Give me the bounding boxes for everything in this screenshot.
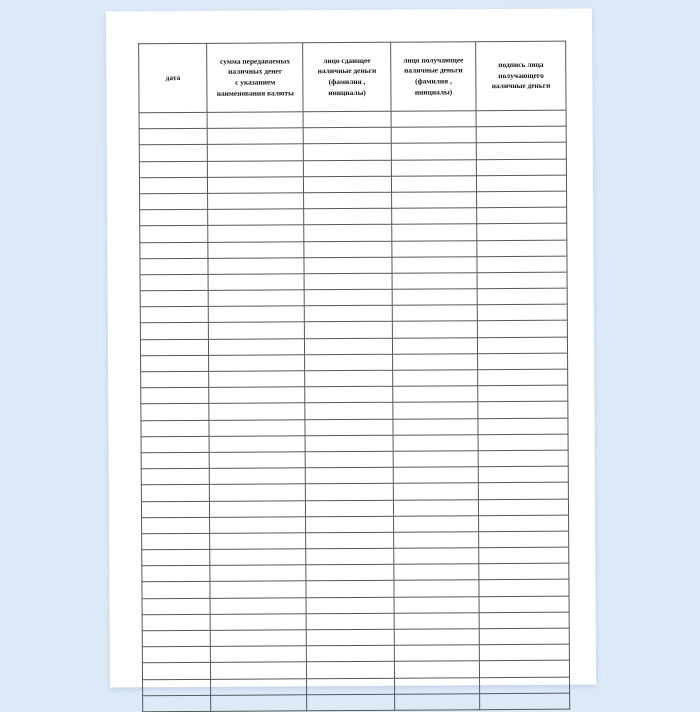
table-cell-sum[interactable] — [208, 177, 304, 194]
table-cell-date[interactable] — [139, 145, 207, 162]
column-header-signature — [476, 41, 566, 111]
column-header-giver-line-2: наличные деньги — [317, 66, 377, 76]
table-cell-sum[interactable] — [209, 371, 305, 388]
table-cell-giver[interactable] — [305, 305, 393, 322]
table-cell-date[interactable] — [142, 582, 210, 599]
table-cell-receiver[interactable] — [394, 548, 479, 565]
column-header-receiver-line-1: лицо получающее — [403, 54, 464, 65]
table-cell-signature[interactable] — [479, 466, 569, 483]
table-cell-sum[interactable] — [208, 257, 304, 274]
table-cell-giver[interactable] — [304, 127, 392, 144]
table-cell-date[interactable] — [141, 388, 209, 405]
table-cell-giver[interactable] — [303, 111, 391, 128]
table-cell-sum[interactable] — [210, 565, 306, 582]
table-cell-receiver[interactable] — [393, 499, 478, 516]
table-row — [143, 693, 570, 712]
table-cell-receiver[interactable] — [392, 240, 477, 257]
table-cell-date[interactable] — [142, 566, 210, 583]
column-header-receiver — [391, 42, 477, 112]
table-cell-giver[interactable] — [307, 662, 395, 679]
table-cell-giver[interactable] — [307, 678, 395, 695]
table-cell-sum[interactable] — [208, 144, 304, 161]
table-cell-date[interactable] — [143, 695, 211, 712]
table-cell-receiver[interactable] — [391, 127, 476, 144]
table-body — [139, 110, 570, 712]
table-cell-signature[interactable] — [477, 191, 567, 208]
column-header-giver-line-1: лицо сдающее — [323, 55, 371, 65]
column-header-date-line-1: дата — [165, 72, 181, 82]
table-cell-receiver[interactable] — [394, 580, 479, 597]
table-cell-signature[interactable] — [477, 207, 567, 224]
table-cell-date[interactable] — [141, 436, 209, 453]
table-cell-date[interactable] — [142, 533, 210, 550]
table-cell-date[interactable] — [140, 258, 208, 275]
table-cell-date[interactable] — [139, 112, 207, 129]
table-cell-sum[interactable] — [209, 355, 305, 372]
table-cell-giver[interactable] — [305, 354, 393, 371]
table-cell-signature[interactable] — [480, 661, 570, 678]
table-cell-sum[interactable] — [208, 209, 304, 226]
table-cell-signature[interactable] — [478, 321, 568, 338]
table-cell-giver[interactable] — [306, 532, 394, 549]
table-cell-signature[interactable] — [480, 693, 570, 710]
column-header-signature-line-1: подпись лица — [498, 59, 544, 69]
table-cell-giver[interactable] — [306, 613, 394, 630]
table-cell-receiver[interactable] — [392, 208, 477, 225]
table-cell-date[interactable] — [140, 209, 208, 226]
table-cell-receiver[interactable] — [394, 532, 479, 549]
table-cell-giver[interactable] — [304, 160, 392, 177]
table-cell-signature[interactable] — [479, 580, 569, 597]
table-cell-receiver[interactable] — [393, 402, 478, 419]
column-header-sum-line-4: наименования валюты — [216, 88, 294, 98]
table-cell-signature[interactable] — [479, 499, 569, 516]
table-cell-date[interactable] — [142, 647, 210, 664]
table-cell-signature[interactable] — [478, 353, 568, 370]
table-cell-date[interactable] — [142, 614, 210, 631]
column-header-giver — [303, 42, 391, 112]
table-cell-date[interactable] — [141, 420, 209, 437]
table-cell-giver[interactable] — [305, 403, 393, 420]
table-cell-signature[interactable] — [480, 677, 570, 694]
table-cell-giver[interactable] — [307, 629, 395, 646]
table-cell-date[interactable] — [141, 452, 209, 469]
table-cell-signature[interactable] — [477, 272, 567, 289]
table-cell-receiver[interactable] — [392, 354, 477, 371]
table-cell-receiver[interactable] — [391, 175, 476, 192]
table-cell-signature[interactable] — [477, 240, 567, 257]
table-cell-signature[interactable] — [479, 515, 569, 532]
table-cell-giver[interactable] — [307, 694, 395, 711]
table-cell-signature[interactable] — [477, 223, 567, 240]
table-cell-date[interactable] — [140, 323, 208, 340]
table-cell-sum[interactable] — [210, 484, 306, 501]
table-cell-receiver[interactable] — [392, 273, 477, 290]
table-cell-signature[interactable] — [478, 402, 568, 419]
table-cell-date[interactable] — [140, 290, 208, 307]
table-cell-sum[interactable] — [210, 549, 306, 566]
table-cell-sum[interactable] — [209, 387, 305, 404]
table-cell-date[interactable] — [139, 161, 207, 178]
table-cell-date[interactable] — [143, 679, 211, 696]
table-cell-receiver[interactable] — [393, 451, 478, 468]
table-cell-date[interactable] — [141, 404, 209, 421]
table-cell-receiver[interactable] — [394, 661, 479, 678]
table-cell-sum[interactable] — [211, 695, 307, 712]
table-cell-giver[interactable] — [305, 322, 393, 339]
table-cell-sum[interactable] — [209, 419, 305, 436]
table-cell-sum[interactable] — [208, 290, 304, 307]
table-cell-receiver[interactable] — [394, 613, 479, 630]
table-cell-giver[interactable] — [306, 516, 394, 533]
table-cell-giver[interactable] — [305, 435, 393, 452]
table-cell-giver[interactable] — [306, 564, 394, 581]
table-cell-receiver[interactable] — [394, 564, 479, 581]
table-cell-sum[interactable] — [209, 306, 305, 323]
table-cell-signature[interactable] — [478, 385, 568, 402]
table-cell-receiver[interactable] — [392, 224, 477, 241]
table-cell-receiver[interactable] — [391, 159, 476, 176]
table-cell-date[interactable] — [139, 129, 207, 146]
table-cell-sum[interactable] — [209, 322, 305, 339]
table-cell-signature[interactable] — [479, 482, 569, 499]
table-cell-giver[interactable] — [306, 484, 394, 501]
table-cell-date[interactable] — [140, 193, 208, 210]
column-header-sum — [207, 43, 303, 113]
table-cell-signature[interactable] — [477, 288, 567, 305]
table-cell-receiver[interactable] — [393, 418, 478, 435]
table-cell-sum[interactable] — [208, 274, 304, 291]
table-cell-date[interactable] — [142, 549, 210, 566]
table-cell-sum[interactable] — [208, 160, 304, 177]
table-cell-signature[interactable] — [477, 159, 567, 176]
table-cell-signature[interactable] — [478, 418, 568, 435]
table-header-row — [139, 41, 566, 113]
table-cell-giver[interactable] — [306, 581, 394, 598]
table-cell-date[interactable] — [141, 371, 209, 388]
table-cell-date[interactable] — [141, 501, 209, 518]
column-header-signature-line-3: наличные деньги — [491, 81, 551, 91]
table-cell-date[interactable] — [140, 274, 208, 291]
table-cell-receiver[interactable] — [391, 143, 476, 160]
table-cell-receiver[interactable] — [394, 596, 479, 613]
table-cell-giver[interactable] — [304, 225, 392, 242]
table-cell-giver[interactable] — [304, 257, 392, 274]
cash-ledger-table — [138, 41, 570, 712]
table-cell-signature[interactable] — [479, 531, 569, 548]
table-cell-giver[interactable] — [306, 500, 394, 517]
table-cell-signature[interactable] — [477, 175, 567, 192]
table-cell-giver[interactable] — [304, 273, 392, 290]
table-cell-date[interactable] — [141, 355, 209, 372]
table-cell-sum[interactable] — [210, 468, 306, 485]
table-cell-signature[interactable] — [478, 337, 568, 354]
table-header — [139, 41, 566, 113]
table-cell-sum[interactable] — [209, 436, 305, 453]
table-cell-signature[interactable] — [478, 450, 568, 467]
table-cell-receiver[interactable] — [392, 256, 477, 273]
table-cell-signature[interactable] — [479, 547, 569, 564]
table-cell-giver[interactable] — [305, 419, 393, 436]
table-cell-signature[interactable] — [479, 563, 569, 580]
column-header-receiver-line-2: наличные деньги — [404, 65, 463, 75]
table-cell-sum[interactable] — [211, 678, 307, 695]
table-cell-date[interactable] — [140, 226, 208, 243]
table-cell-receiver[interactable] — [393, 434, 478, 451]
column-header-signature-line-2: получающего — [498, 70, 544, 80]
table-cell-giver[interactable] — [305, 370, 393, 387]
column-header-date — [139, 43, 208, 112]
table-cell-date[interactable] — [139, 177, 207, 194]
table-cell-signature[interactable] — [478, 434, 568, 451]
table-cell-giver[interactable] — [306, 451, 394, 468]
table-cell-date[interactable] — [142, 598, 210, 615]
table-cell-sum[interactable] — [210, 581, 306, 598]
table-cell-sum[interactable] — [211, 630, 307, 647]
table-cell-receiver[interactable] — [394, 629, 479, 646]
table-cell-sum[interactable] — [210, 516, 306, 533]
table-cell-sum[interactable] — [207, 128, 303, 145]
table-cell-sum[interactable] — [208, 241, 304, 258]
table-cell-sum[interactable] — [211, 662, 307, 679]
table-cell-signature[interactable] — [478, 304, 568, 321]
table-cell-sum[interactable] — [209, 403, 305, 420]
table-cell-receiver[interactable] — [393, 370, 478, 387]
table-cell-signature[interactable] — [480, 644, 570, 661]
table-cell-signature[interactable] — [479, 612, 569, 629]
table-cell-receiver[interactable] — [393, 386, 478, 403]
table-cell-giver[interactable] — [306, 548, 394, 565]
table-cell-receiver[interactable] — [393, 483, 478, 500]
table-cell-receiver[interactable] — [393, 515, 478, 532]
table-cell-giver[interactable] — [306, 467, 394, 484]
paper-content-area — [138, 41, 570, 660]
table-cell-sum[interactable] — [208, 225, 304, 242]
table-cell-date[interactable] — [140, 242, 208, 259]
table-cell-date[interactable] — [142, 630, 210, 647]
table-cell-receiver[interactable] — [392, 337, 477, 354]
table-cell-date[interactable] — [142, 517, 210, 534]
table-cell-signature[interactable] — [476, 110, 566, 127]
table-cell-signature[interactable] — [477, 256, 567, 273]
table-cell-signature[interactable] — [478, 369, 568, 386]
table-cell-sum[interactable] — [210, 533, 306, 550]
table-cell-giver[interactable] — [304, 241, 392, 258]
table-cell-signature[interactable] — [480, 628, 570, 645]
table-cell-receiver[interactable] — [393, 467, 478, 484]
table-cell-giver[interactable] — [304, 208, 392, 225]
table-cell-sum[interactable] — [211, 646, 307, 663]
table-cell-receiver[interactable] — [394, 677, 479, 694]
table-cell-sum[interactable] — [208, 193, 304, 210]
column-header-sum-line-3: с указанием — [235, 77, 276, 87]
table-cell-signature[interactable] — [477, 143, 567, 160]
table-cell-giver[interactable] — [304, 192, 392, 209]
paper-sheet — [106, 9, 596, 688]
column-header-giver-line-3: (фамилия , — [328, 76, 366, 87]
table-cell-receiver[interactable] — [391, 111, 476, 128]
table-cell-giver[interactable] — [305, 338, 393, 355]
table-cell-sum[interactable] — [207, 112, 303, 129]
table-cell-receiver[interactable] — [391, 192, 476, 209]
table-cell-giver[interactable] — [305, 289, 393, 306]
table-cell-receiver[interactable] — [392, 321, 477, 338]
table-cell-receiver[interactable] — [394, 645, 479, 662]
table-cell-giver[interactable] — [305, 386, 393, 403]
table-cell-signature[interactable] — [476, 126, 566, 143]
table-cell-signature[interactable] — [479, 596, 569, 613]
table-cell-sum[interactable] — [210, 500, 306, 517]
table-cell-sum[interactable] — [209, 452, 305, 469]
table-cell-giver[interactable] — [304, 144, 392, 161]
table-cell-sum[interactable] — [210, 614, 306, 631]
table-cell-giver[interactable] — [304, 176, 392, 193]
column-header-sum-line-2: наличных денег — [228, 66, 283, 77]
table-cell-date[interactable] — [140, 339, 208, 356]
table-cell-giver[interactable] — [307, 645, 395, 662]
table-cell-date[interactable] — [142, 663, 210, 680]
table-cell-receiver[interactable] — [392, 289, 477, 306]
table-cell-giver[interactable] — [306, 597, 394, 614]
column-header-receiver-line-4: инициалы) — [414, 87, 453, 97]
table-cell-date[interactable] — [141, 468, 209, 485]
table-cell-receiver[interactable] — [392, 305, 477, 322]
column-header-sum-line-1: сумма передаваемых — [220, 55, 291, 66]
table-cell-date[interactable] — [141, 485, 209, 502]
column-header-giver-line-4: инициалы) — [328, 87, 366, 97]
table-cell-receiver[interactable] — [395, 693, 480, 710]
table-cell-date[interactable] — [140, 307, 208, 324]
table-cell-sum[interactable] — [210, 597, 306, 614]
table-cell-sum[interactable] — [209, 338, 305, 355]
column-header-receiver-line-3: (фамилия , — [415, 76, 452, 86]
